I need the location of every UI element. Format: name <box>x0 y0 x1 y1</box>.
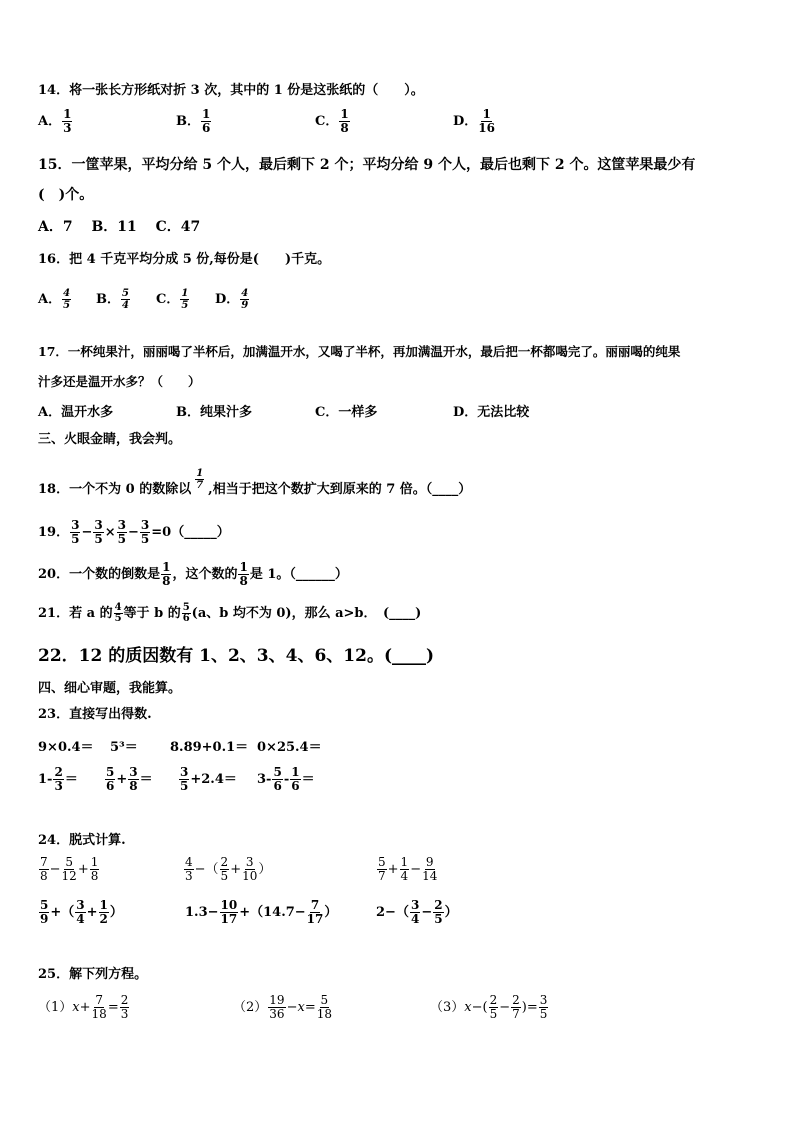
q25-equation-3: （3）x−( $\frac{2}{5}$ − $\frac{2}{7}$ )= $\frac{3}{5}$ <box>430 993 548 1021</box>
q16-stem: 16．把 4 千克平均分成 5 份,每份是( )千克。 <box>38 252 331 267</box>
q17-line1: 17．一杯纯果汁，丽丽喝了半杯后，加满温开水，又喝了半杯，再加满温开水，最后把一杯都喝完了。丽丽喝的纯果 <box>38 344 681 359</box>
q14-option-c[interactable]: C． $\frac{1}{8}$ <box>315 107 349 135</box>
q14-option-d[interactable]: D． $\frac{1}{16}$ <box>453 107 495 135</box>
q23-item: 8.89+0.1＝ <box>170 740 249 755</box>
q14-option-b[interactable]: B． $\frac{1}{6}$ <box>176 107 211 135</box>
q23-item: 1- $\frac{2}{3}$ ＝ <box>38 765 78 793</box>
q15-line2: ( )个。 <box>38 187 94 203</box>
q24-item: $\frac{5}{7}$ + $\frac{1}{4}$ − $\frac{9}{14}$ <box>378 855 438 883</box>
q16-option-b[interactable]: B． $\frac{5}{4}$ <box>96 288 129 311</box>
q23-item: 5³＝ <box>110 740 138 755</box>
q24-row-2 <box>38 899 758 939</box>
q24-stem: 24．脱式计算. <box>38 833 126 848</box>
q23-item: $\frac{5}{6}$ + $\frac{3}{8}$ ＝ <box>106 765 153 793</box>
q24-item: 1.3− $\frac{10}{17}$ +（14.7− $\frac{7}{17}$ ） <box>185 898 338 926</box>
q24-item: $\frac{5}{9}$ +（ $\frac{3}{4}$ + $\frac{1}{2}$ ） <box>40 898 123 926</box>
q23-item: 0×25.4＝ <box>257 740 322 755</box>
q21: 21．若 a 的 $\frac{4}{5}$ 等于 b 的 $\frac{5}{6}$ (a、b 均不为 0)，那么 a>b． (____) <box>38 602 422 624</box>
q16-option-c[interactable]: C． $\frac{1}{5}$ <box>156 288 189 311</box>
q15-line1: 15．一筐苹果，平均分给 5 个人，最后剩下 2 个；平均分给 9 个人，最后也剩下 2 个。这筐苹果最少有 <box>38 157 696 173</box>
q25-equation-2: （2） $\frac{19}{36}$ −x= $\frac{5}{18}$ <box>233 993 332 1021</box>
section-4-heading: 四、细心审题，我能算。 <box>38 681 182 696</box>
q19: 19． $\frac{3}{5}$ − $\frac{3}{5}$ × $\frac{3}{5}$ − $\frac{3}{5}$ =0（_____） <box>38 518 230 546</box>
q14-options <box>38 108 738 148</box>
section-3-heading: 三、火眼金睛，我会判。 <box>38 432 182 447</box>
q14-option-a[interactable]: A． $\frac{1}{3}$ <box>38 107 72 135</box>
q25-equation-1: （1）x+ $\frac{7}{18}$ = $\frac{2}{3}$ <box>38 993 129 1021</box>
q17-option-d[interactable]: D．无法比较 <box>453 405 530 420</box>
q23-item: 9×0.4＝ <box>38 740 94 755</box>
q18: 18．一个不为 0 的数除以 $\frac{1}{7}$ ,相当于把这个数扩大到原来的 7 倍。（____） <box>38 468 472 497</box>
q17-option-c[interactable]: C．一样多 <box>315 405 378 420</box>
q16-options <box>38 288 338 324</box>
q24-item: $\frac{7}{8}$ − $\frac{5}{12}$ + $\frac{1}{8}$ <box>40 855 99 883</box>
q24-item: $\frac{4}{3}$ −（ $\frac{2}{5}$ + $\frac{3}{10}$ ） <box>185 855 272 883</box>
q23-row-1 <box>38 736 738 754</box>
q17-option-b[interactable]: B．纯果汁多 <box>176 405 252 420</box>
q16-option-d[interactable]: D． $\frac{4}{9}$ <box>215 288 249 311</box>
q14-stem: 14．将一张长方形纸对折 3 次，其中的 1 份是这张纸的（ ）。 <box>38 83 424 98</box>
q25-stem: 25．解下列方程。 <box>38 967 148 982</box>
q23-row-2 <box>38 766 738 802</box>
q24-row-1 <box>38 856 758 896</box>
q17-option-a[interactable]: A．温开水多 <box>38 405 114 420</box>
q23-item: $\frac{3}{5}$ +2.4＝ <box>180 765 237 793</box>
q23-stem: 23．直接写出得数. <box>38 707 152 722</box>
q23-item: 3- $\frac{5}{6}$ - $\frac{1}{6}$ ＝ <box>257 765 315 793</box>
q15-options[interactable]: A．7 B．11 C．47 <box>38 219 201 235</box>
q24-item: 2−（ $\frac{3}{4}$ − $\frac{2}{5}$ ） <box>376 898 458 926</box>
q16-option-a[interactable]: A． $\frac{4}{5}$ <box>38 288 71 311</box>
q25-equations <box>38 994 758 1034</box>
q17-options <box>38 404 738 422</box>
q17-line2: 汁多还是温开水多？（ ） <box>38 374 201 389</box>
q20: 20．一个数的倒数是 $\frac{1}{8}$ ，这个数的 $\frac{1}{8}$ 是 1。（______） <box>38 560 348 588</box>
q22: 22．12 的质因数有 1、2、3、4、6、12。(____) <box>38 646 435 666</box>
